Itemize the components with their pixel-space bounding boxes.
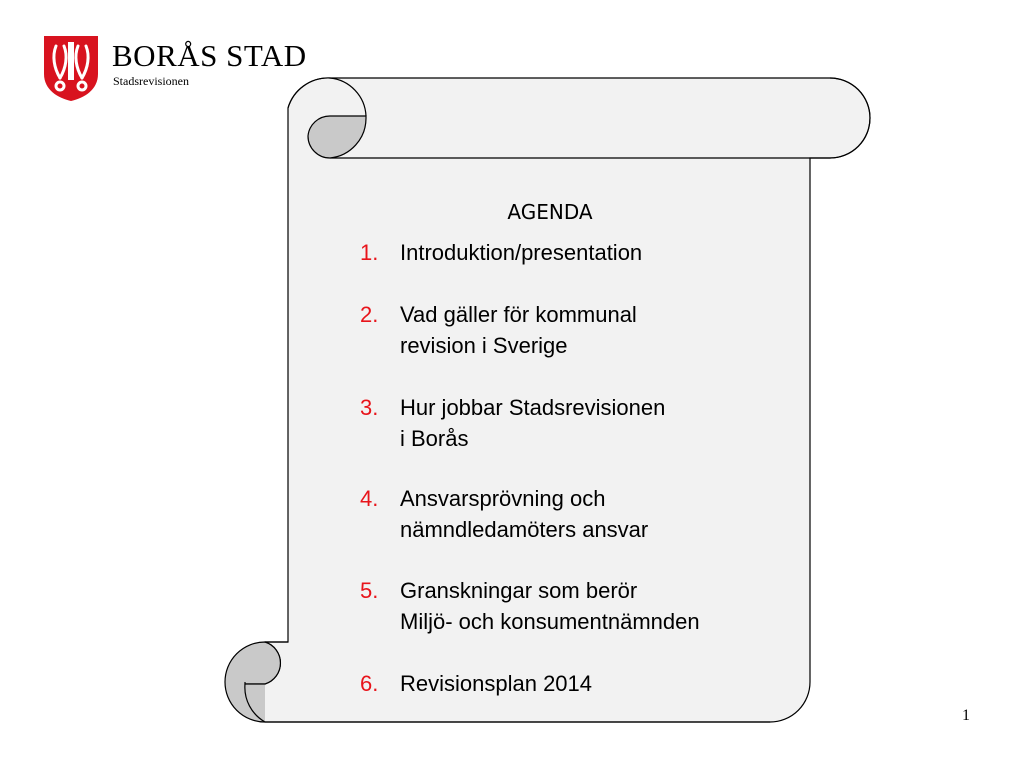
logo-name: BORÅS STAD [112,38,307,73]
agenda-item-text: Introduktion/presentation [400,240,643,265]
agenda-item-text: Vad gäller för kommunal revision i Sverige [400,302,637,358]
agenda-item-number: 1. [360,240,379,265]
agenda-title: AGENDA [507,200,593,224]
agenda-item-text: Ansvarsprövning och nämndledamöters ansvar [400,486,649,542]
agenda-item-text: Revisionsplan 2014 [400,671,593,696]
agenda-item-number: 2. [360,302,379,327]
agenda-item-number: 5. [360,578,379,603]
logo-subtitle: Stadsrevisionen [113,74,189,88]
page-number: 1 [962,707,970,724]
agenda-item-number: 4. [360,486,379,511]
agenda-item-number: 3. [360,395,379,420]
agenda-item-text: Granskningar som berör Miljö- och konsumentnämnden [400,578,700,634]
agenda-item-number: 6. [360,671,379,696]
agenda-item-text: Hur jobbar Stadsrevisionen i Borås [400,395,666,451]
